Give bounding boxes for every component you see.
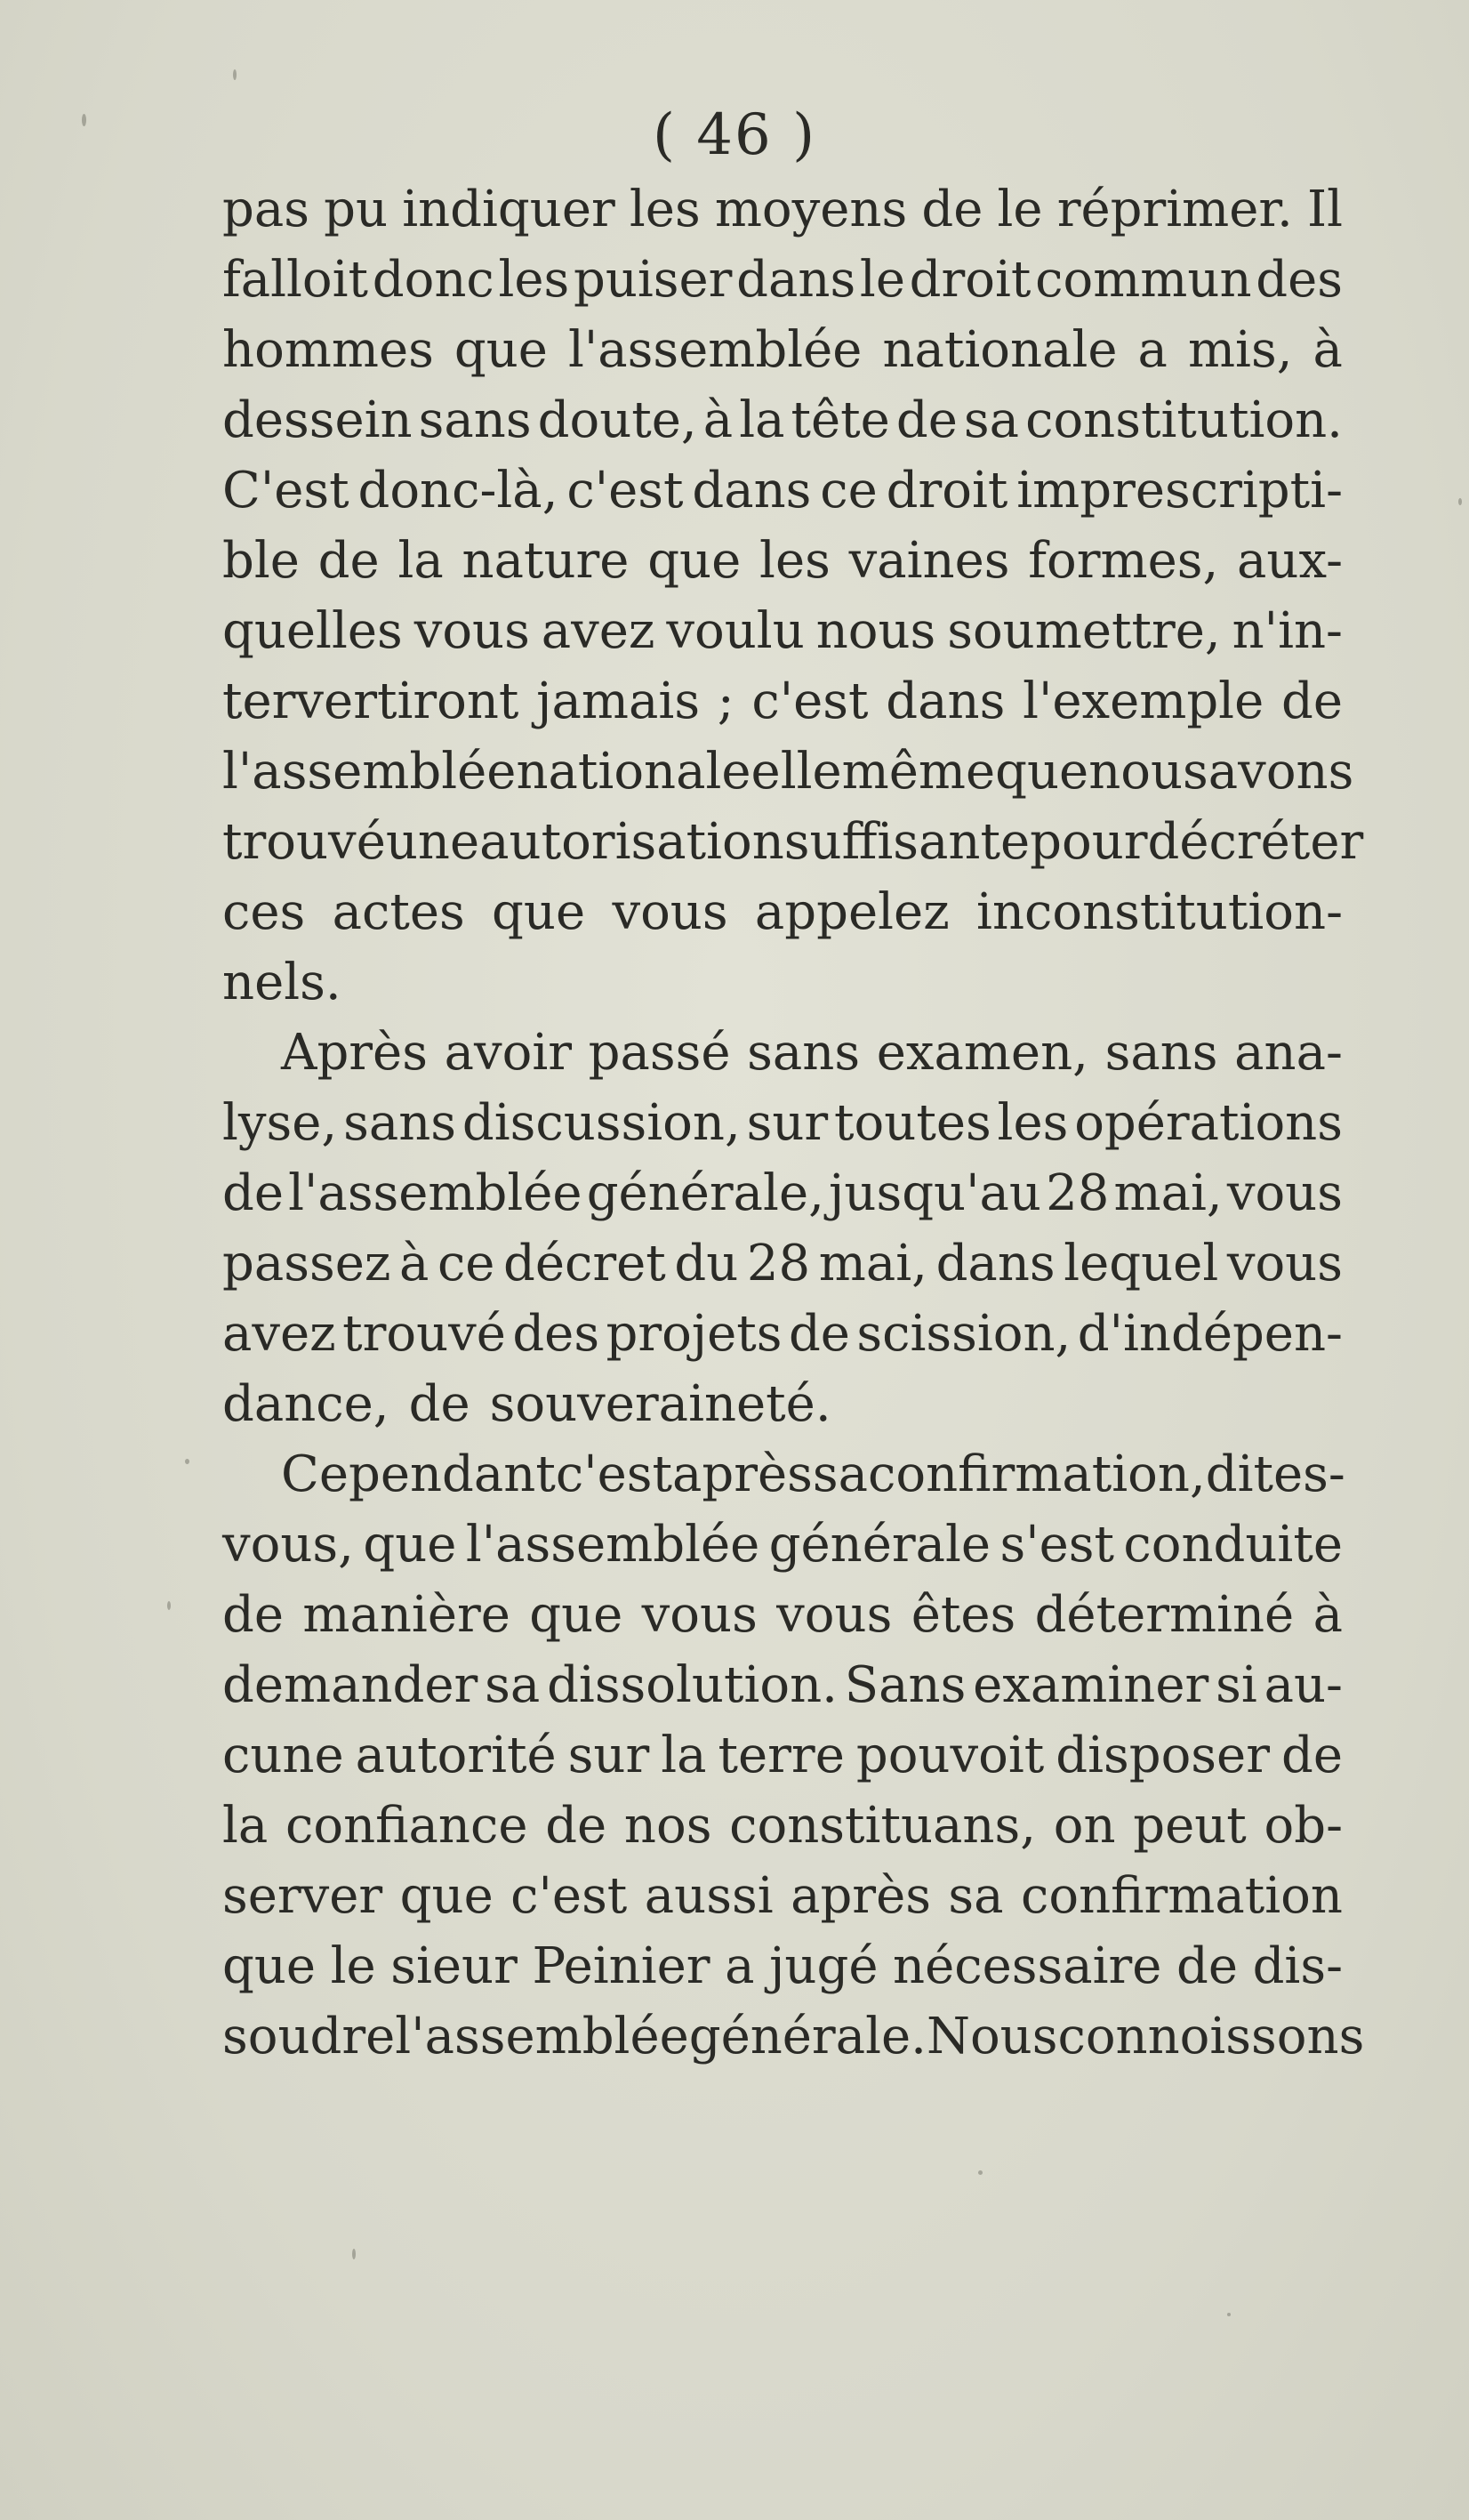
text-line bbox=[222, 1510, 1343, 1580]
word: terre bbox=[718, 1727, 845, 1784]
text-line bbox=[222, 1861, 1343, 1931]
word: trouvé bbox=[222, 813, 386, 871]
word: l'assemblée bbox=[567, 321, 863, 379]
word: de bbox=[1280, 672, 1343, 730]
word: sans bbox=[747, 1024, 861, 1082]
word: vous bbox=[612, 883, 728, 941]
word: les bbox=[759, 532, 831, 590]
word: mis, bbox=[1187, 321, 1293, 379]
word: jugé bbox=[769, 1937, 879, 1995]
word: la bbox=[739, 391, 785, 449]
text-line bbox=[222, 1018, 1343, 1088]
word: c'est bbox=[510, 1867, 628, 1925]
word: n'in- bbox=[1232, 602, 1343, 660]
word: ces bbox=[222, 883, 306, 941]
word: avons bbox=[1208, 743, 1354, 801]
word: que bbox=[222, 1937, 317, 1995]
body-text bbox=[222, 174, 1365, 2072]
word: voulu bbox=[666, 602, 805, 660]
word: constitution. bbox=[1025, 391, 1343, 449]
paper-speck bbox=[82, 114, 86, 126]
word: dessein bbox=[222, 391, 413, 449]
paper-speck bbox=[167, 1601, 171, 1610]
word: nels. bbox=[222, 954, 341, 1011]
word: sur bbox=[567, 1727, 650, 1784]
word: elle bbox=[751, 743, 842, 801]
text-line bbox=[222, 1931, 1343, 2001]
word: on bbox=[1053, 1797, 1116, 1855]
word: ; bbox=[717, 672, 734, 730]
word: imprescripti- bbox=[1016, 462, 1343, 519]
word: falloit bbox=[222, 251, 369, 309]
word: l'assemblée bbox=[222, 743, 517, 801]
text-line bbox=[222, 1650, 1343, 1720]
word: une bbox=[385, 813, 480, 871]
word: dans bbox=[935, 1235, 1056, 1292]
word: moyens bbox=[714, 181, 908, 238]
word: les bbox=[498, 251, 570, 309]
text-line bbox=[222, 666, 1343, 737]
text-line bbox=[222, 1720, 1343, 1791]
word: quelles bbox=[222, 602, 403, 660]
word: les bbox=[997, 1094, 1069, 1152]
word: pu bbox=[324, 181, 389, 238]
word: vous bbox=[1226, 1164, 1343, 1222]
word: vous, bbox=[222, 1516, 354, 1574]
word: de bbox=[222, 1164, 284, 1222]
word: confirmation bbox=[1020, 1867, 1343, 1925]
text-line bbox=[222, 245, 1343, 315]
word: dans bbox=[736, 251, 856, 309]
word: nationale bbox=[882, 321, 1118, 379]
word: nationale bbox=[516, 743, 751, 801]
word: dans bbox=[886, 672, 1006, 730]
word: inconstitution- bbox=[976, 883, 1343, 941]
word: après bbox=[672, 1445, 813, 1503]
word: passé bbox=[588, 1024, 731, 1082]
text-line bbox=[222, 2001, 1365, 2072]
word: que bbox=[454, 321, 548, 379]
word: vous bbox=[776, 1586, 893, 1644]
word: nécessaire bbox=[893, 1937, 1162, 1995]
word: appelez bbox=[754, 883, 950, 941]
word: autorisation bbox=[479, 813, 784, 871]
word: donc-là, bbox=[357, 462, 558, 519]
paper-speck bbox=[1458, 498, 1462, 505]
word: êtes bbox=[911, 1586, 1016, 1644]
word: demander bbox=[222, 1656, 478, 1714]
word: de bbox=[408, 1375, 470, 1433]
word: l'assemblée bbox=[288, 1164, 582, 1222]
word: de bbox=[545, 1797, 607, 1855]
word: disposer bbox=[1056, 1727, 1270, 1784]
word: de bbox=[1280, 1727, 1343, 1784]
word: que bbox=[399, 1867, 494, 1925]
word: autorité bbox=[355, 1727, 557, 1784]
word: vous bbox=[1226, 1235, 1343, 1292]
word: la bbox=[397, 532, 444, 590]
word: formes, bbox=[1028, 532, 1219, 590]
word: de bbox=[788, 1305, 850, 1363]
word: générale, bbox=[586, 1164, 824, 1222]
word: hommes bbox=[222, 321, 434, 379]
word: examiner bbox=[973, 1656, 1209, 1714]
text-line bbox=[222, 807, 1364, 877]
paper-speck bbox=[978, 2170, 983, 2175]
word: pouvoit bbox=[855, 1727, 1045, 1784]
word: la bbox=[661, 1727, 707, 1784]
word: avez bbox=[222, 1305, 336, 1363]
word: manière bbox=[302, 1586, 510, 1644]
word: peut bbox=[1133, 1797, 1247, 1855]
word: Sans bbox=[844, 1656, 967, 1714]
word: vous bbox=[413, 602, 530, 660]
text-line bbox=[222, 737, 1354, 807]
word: conduite bbox=[1123, 1516, 1343, 1574]
word: indiquer bbox=[402, 181, 615, 238]
word: mai, bbox=[1113, 1164, 1223, 1222]
word: Nous bbox=[926, 2008, 1058, 2065]
word: d'indépen- bbox=[1077, 1305, 1343, 1363]
word: sans bbox=[418, 391, 532, 449]
word: le bbox=[330, 1937, 376, 1995]
word: que bbox=[647, 532, 742, 590]
word: de bbox=[317, 532, 380, 590]
word: puiser bbox=[573, 251, 733, 309]
word: les bbox=[629, 181, 701, 238]
text-line bbox=[222, 385, 1343, 455]
word: dis- bbox=[1252, 1937, 1343, 1995]
word: donc bbox=[372, 251, 494, 309]
paper-speck bbox=[352, 2249, 356, 2259]
word: l'assemblée bbox=[465, 1516, 760, 1574]
word: le bbox=[997, 181, 1043, 238]
word: lequel bbox=[1064, 1235, 1219, 1292]
text-line bbox=[222, 1088, 1343, 1158]
word: Cependant bbox=[281, 1445, 556, 1503]
word: sa bbox=[812, 1445, 869, 1503]
word: doute, bbox=[537, 391, 697, 449]
word: C'est bbox=[222, 462, 349, 519]
word: pour bbox=[1030, 813, 1148, 871]
word: 28 bbox=[746, 1235, 811, 1292]
word: que bbox=[529, 1586, 623, 1644]
word: confiance bbox=[285, 1797, 528, 1855]
word: discussion, bbox=[462, 1094, 741, 1152]
word: a bbox=[725, 1937, 755, 1995]
word: jamais bbox=[536, 672, 701, 730]
word: de bbox=[921, 181, 983, 238]
word: de bbox=[1176, 1937, 1239, 1995]
word: l'assemblée bbox=[395, 2008, 689, 2065]
word: c'est bbox=[566, 462, 684, 519]
word: toutes bbox=[834, 1094, 991, 1152]
word: passez bbox=[222, 1235, 391, 1292]
word: jusqu'au bbox=[829, 1164, 1041, 1222]
word: actes bbox=[332, 883, 465, 941]
word: dissolution. bbox=[547, 1656, 838, 1714]
word: des bbox=[512, 1305, 600, 1363]
word: c'est bbox=[555, 1445, 672, 1503]
word: droit bbox=[886, 462, 1008, 519]
text-line bbox=[222, 1369, 1343, 1439]
text-line bbox=[222, 1228, 1343, 1299]
word: confirmation, bbox=[868, 1445, 1206, 1503]
word: dans bbox=[692, 462, 812, 519]
word: souveraineté. bbox=[489, 1375, 831, 1433]
word: de bbox=[895, 391, 958, 449]
word: l'exemple bbox=[1023, 672, 1264, 730]
word: réprimer. bbox=[1056, 181, 1293, 238]
word: le bbox=[859, 251, 905, 309]
word: au- bbox=[1264, 1656, 1343, 1714]
word: ble bbox=[222, 532, 300, 590]
paper-speck bbox=[233, 69, 237, 80]
word: sur bbox=[746, 1094, 829, 1152]
word: tervertiront bbox=[222, 672, 519, 730]
word: nature bbox=[462, 532, 630, 590]
word: opérations bbox=[1074, 1094, 1343, 1152]
text-line bbox=[222, 877, 1343, 947]
word: sans bbox=[1104, 1024, 1218, 1082]
word: sa bbox=[948, 1867, 1004, 1925]
word: s'est bbox=[999, 1516, 1114, 1574]
word: examen, bbox=[876, 1024, 1088, 1082]
word: Il bbox=[1306, 181, 1343, 238]
word: générale bbox=[768, 1516, 991, 1574]
word: commun bbox=[1035, 251, 1252, 309]
word: trouvé bbox=[342, 1305, 506, 1363]
word: sa bbox=[963, 391, 1020, 449]
word: scission, bbox=[856, 1305, 1072, 1363]
word: à bbox=[1312, 321, 1343, 379]
word: server bbox=[222, 1867, 383, 1925]
word: générale. bbox=[688, 2008, 927, 2065]
word: à bbox=[398, 1235, 429, 1292]
word: que bbox=[995, 743, 1089, 801]
word: de bbox=[222, 1586, 284, 1644]
word: Après bbox=[281, 1024, 428, 1082]
text-line bbox=[222, 1791, 1343, 1861]
word: la bbox=[222, 1797, 269, 1855]
word: des bbox=[1256, 251, 1343, 309]
word: 28 bbox=[1046, 1164, 1110, 1222]
word: tête bbox=[791, 391, 890, 449]
word: pas bbox=[222, 181, 309, 238]
word: nos bbox=[623, 1797, 712, 1855]
word: nous bbox=[815, 602, 936, 660]
word: si bbox=[1216, 1656, 1257, 1714]
word: aux- bbox=[1237, 532, 1343, 590]
text-line bbox=[222, 1580, 1343, 1650]
word: déterminé bbox=[1034, 1586, 1295, 1644]
word: a bbox=[1137, 321, 1168, 379]
word: sans bbox=[343, 1094, 457, 1152]
word: sieur bbox=[390, 1937, 518, 1995]
word: du bbox=[674, 1235, 739, 1292]
word: après bbox=[791, 1867, 931, 1925]
word: Peinier bbox=[532, 1937, 710, 1995]
paper-speck bbox=[185, 1459, 189, 1464]
paper-speck bbox=[1227, 2313, 1231, 2316]
word: vous bbox=[641, 1586, 758, 1644]
text-line bbox=[222, 315, 1343, 385]
word: cune bbox=[222, 1727, 344, 1784]
word: avoir bbox=[444, 1024, 572, 1082]
word: ob- bbox=[1264, 1797, 1343, 1855]
text-line bbox=[222, 455, 1343, 526]
word: avez bbox=[541, 602, 655, 660]
text-line bbox=[222, 1158, 1343, 1228]
word: vaines bbox=[848, 532, 1010, 590]
word: nous bbox=[1088, 743, 1208, 801]
word: ce bbox=[437, 1235, 495, 1292]
word: connoissons bbox=[1057, 2008, 1365, 2065]
word: ana- bbox=[1234, 1024, 1343, 1082]
word: décréter bbox=[1147, 813, 1364, 871]
word: que bbox=[363, 1516, 457, 1574]
text-line bbox=[222, 596, 1343, 666]
page-number: ( 46 ) bbox=[652, 102, 817, 168]
word: projets bbox=[606, 1305, 783, 1363]
text-line bbox=[222, 1439, 1343, 1510]
word: sa bbox=[485, 1656, 541, 1714]
word: droit bbox=[909, 251, 1032, 309]
word: à bbox=[1312, 1586, 1343, 1644]
text-line bbox=[222, 174, 1343, 245]
word: lyse, bbox=[222, 1094, 338, 1152]
word: soudre bbox=[222, 2008, 396, 2065]
word: c'est bbox=[751, 672, 869, 730]
text-line bbox=[222, 526, 1343, 596]
text-line bbox=[222, 1299, 1343, 1369]
word: décret bbox=[503, 1235, 666, 1292]
word: mai, bbox=[818, 1235, 927, 1292]
word: aussi bbox=[644, 1867, 774, 1925]
word: dites- bbox=[1205, 1445, 1345, 1503]
word: à bbox=[702, 391, 734, 449]
word: même bbox=[841, 743, 996, 801]
text-line bbox=[222, 947, 1343, 1018]
word: ce bbox=[820, 462, 878, 519]
word: que bbox=[492, 883, 586, 941]
word: constituans, bbox=[729, 1797, 1037, 1855]
word: suffisante bbox=[783, 813, 1031, 871]
word: dance, bbox=[222, 1375, 389, 1433]
word: soumettre, bbox=[947, 602, 1221, 660]
